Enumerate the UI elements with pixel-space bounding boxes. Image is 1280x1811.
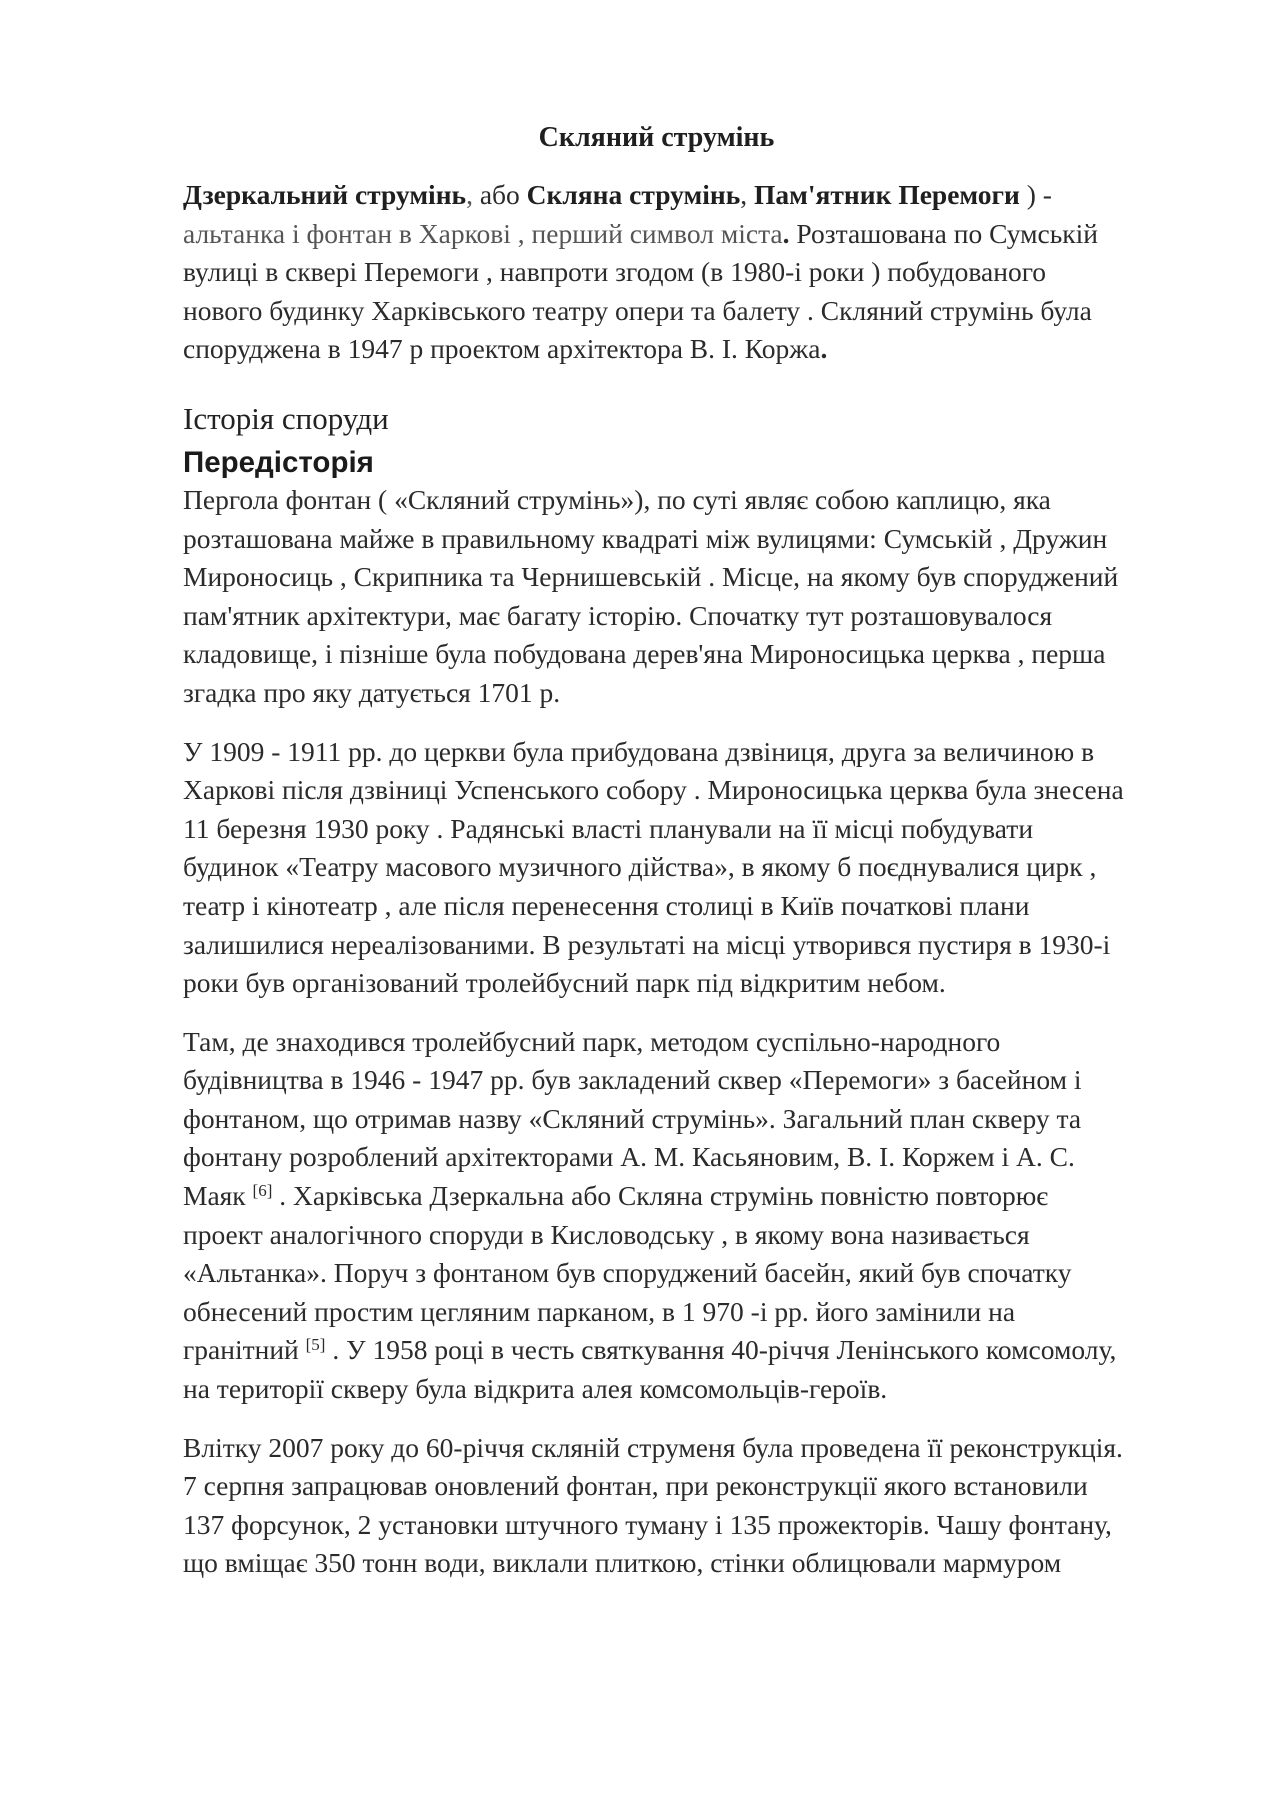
document-title: Скляний струмінь <box>538 122 775 153</box>
subsection-heading-prehistory: Передісторія <box>183 445 374 479</box>
lead-name-mirror: Дзеркальний струмінь <box>183 179 467 210</box>
lead-or: або <box>472 179 527 210</box>
lead-dot-2: . <box>820 333 828 365</box>
lead-after-names: ) - <box>1019 179 1052 210</box>
lead-rest: Розташована по Сумській вулиці в сквері Перемоги , навпроти згодом (в 1980-і роки ) побудованого нового будинку Харківського театру опери та балету . Скляний струмінь була споруджена в 1947 р проектом архітектора В. І. Коржа <box>183 217 1098 365</box>
lead-dot: . <box>782 217 790 249</box>
lead-separator: , <box>466 179 473 210</box>
paragraph-3-part-a: Там, де знаходився тролейбусний парк, методом суспільно-народного будівництва в 1946 - 1947 рр. був закладений сквер «Перемоги» з басейном і фонтаном, що отримав назву «Скляний струмінь». Загальний план скверу та фонтану розроблений архітекторами А. М. Касьяновим, В. І. Коржем і А. С. Маяк <box>183 1025 1082 1212</box>
paragraph-1: Пергола фонтан ( «Скляний струмінь»), по суті являє собою каплицю, яка розташована майже в правильному квадраті між вулицями: Сумській , Дружин Мироносиць , Скрипника та Чернишевській . Місце, на якому був споруджений пам'ятник архітектури, має багату історію. Спочатку тут розташовувалося кладовище, і пізніше була побудована дерев'яна Мироносицька церква , перша згадка про яку датується 1701 р. <box>183 483 1119 708</box>
paragraph-3 <box>183 1023 1130 1409</box>
lead-name-glass: Скляна струмінь <box>526 179 741 210</box>
footnote-ref-6[interactable]: [6] <box>252 1181 273 1201</box>
paragraph-3-part-c: . У 1958 році в честь святкування 40-річчя Ленінського комсомолу, на території скверу була відкрита алея комсомольців-героїв. <box>183 1334 1117 1405</box>
section-heading-history: Історія споруди <box>183 400 389 436</box>
lead-name-victory: Пам'ятник Перемоги <box>754 179 1020 210</box>
paragraph-4: Влітку 2007 року до 60-річчя скляній струменя була проведена її реконструкція. 7 серпня запрацював оновлений фонтан, при реконструкції якого встановили 137 форсунок, 2 установки штучного туману і 135 прожекторів. Чашу фонтану, що вміщає 350 тонн води, виклали плиткою, стінки облицювали мармуром <box>183 1431 1123 1579</box>
lead-grey-text: альтанка і фонтан в Харкові , перший символ міста <box>183 217 783 249</box>
lead-separator-2: , <box>740 179 748 210</box>
lead-paragraph <box>183 176 1130 369</box>
paragraph-2: У 1909 - 1911 рр. до церкви була прибудована дзвіниця, друга за величиною в Харкові після дзвіниці Успенського собору . Мироносицька церква була знесена 11 березня 1930 року . Радянські власті планували на її місці побудувати будинок «Театру масового музичного дійства», в якому б поєднувалися цирк , театр і кінотеатр , але після перенесення столиці в Київ початкові плани залишилися нереалізованими. В результаті на місці утворився пустиря в 1930-і роки був організований тролейбусний парк під відкритим небом. <box>183 735 1124 999</box>
paragraph-3-part-b: . Харківська Дзеркальна або Скляна струмінь повністю повторює проект аналогічного споруди в Кисловодську , в якому вона називається «Альтанка». Поруч з фонтаном був споруджений басейн, який був спочатку обнесений простим цегляним парканом, в 1 970 -і рр. його замінили на гранітний <box>183 1180 1072 1366</box>
footnote-ref-5[interactable]: [5] <box>305 1335 326 1355</box>
